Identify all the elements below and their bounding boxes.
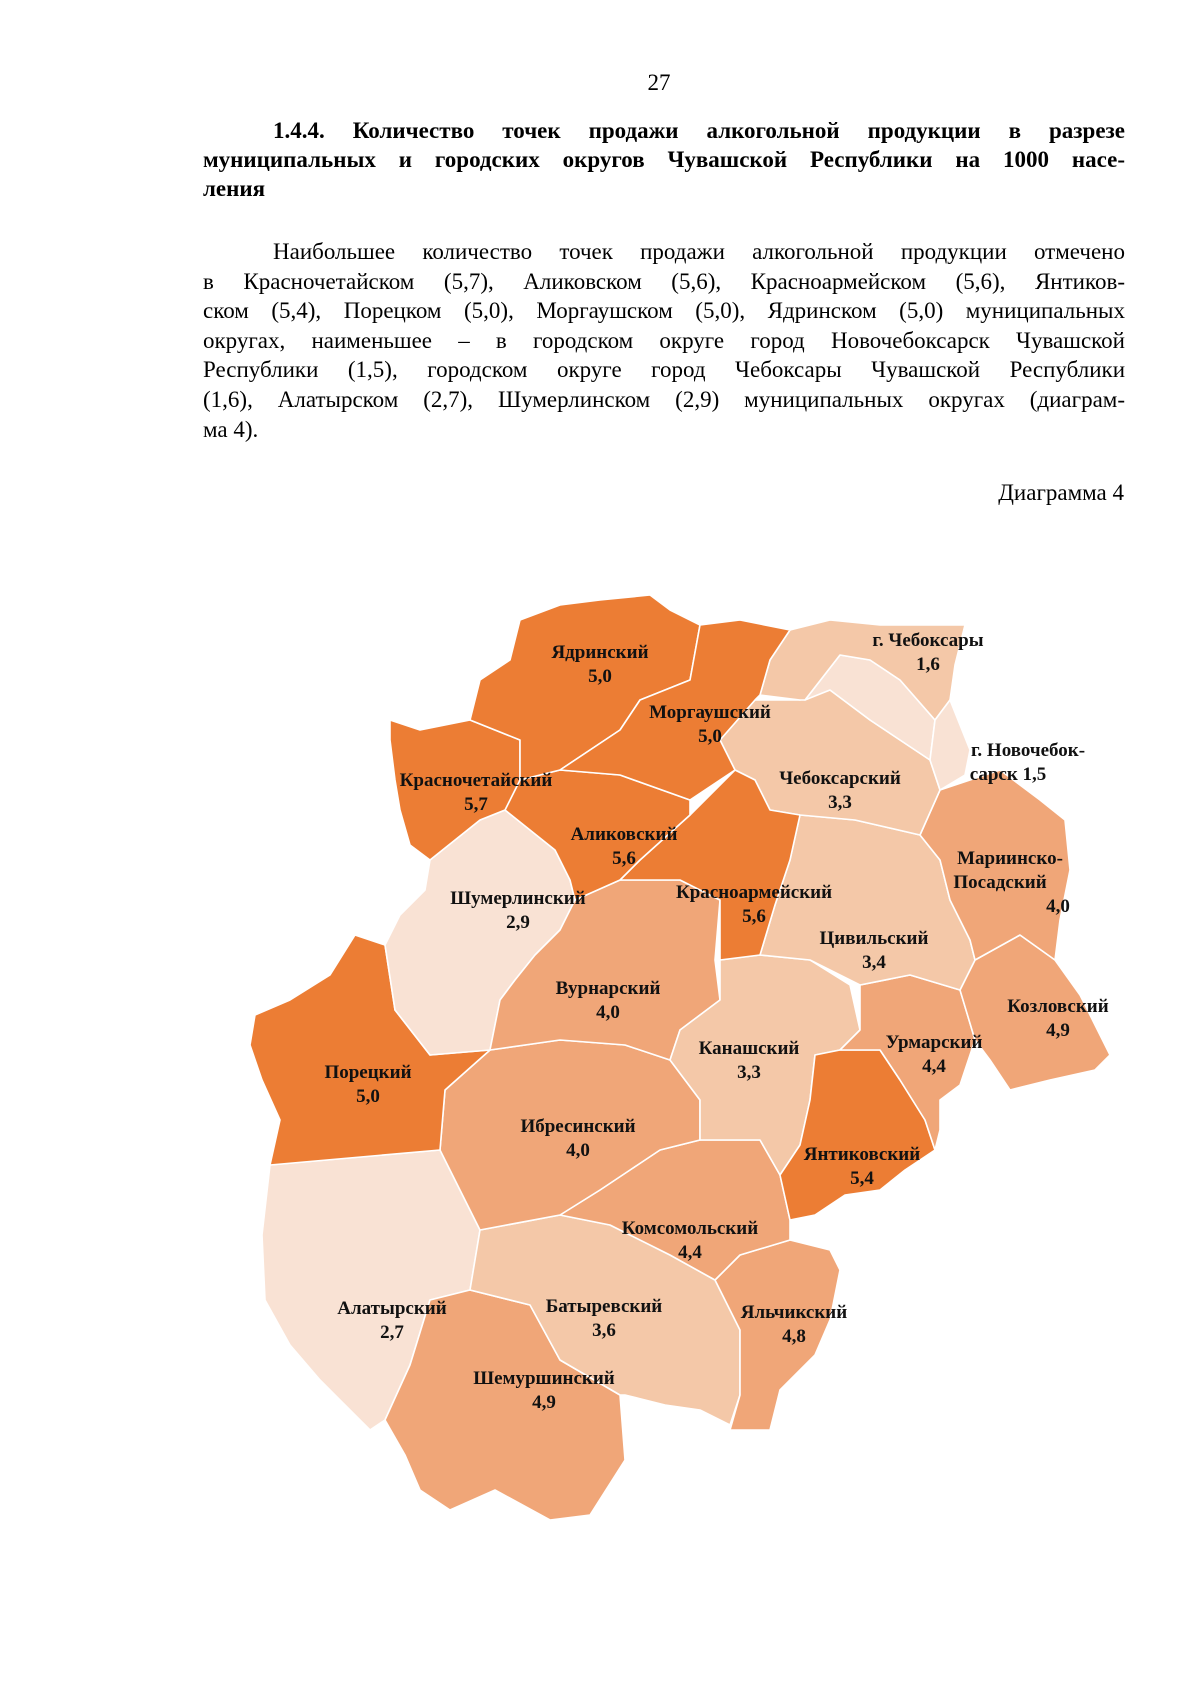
label-cheboksarsky-name: Чебоксарский	[779, 768, 901, 789]
label-urmarsky-name: Урмарский	[885, 1032, 983, 1053]
label-yalchiksky-value: 4,8	[782, 1326, 806, 1347]
body-paragraph	[203, 237, 1125, 444]
label-shemurshinsky-name: Шемуршинский	[473, 1368, 615, 1389]
label-krasnoarmeysky-name: Красноармейский	[675, 882, 833, 903]
label-yantikovsky-value: 5,4	[850, 1168, 874, 1189]
label-batyrevsky-value: 3,6	[592, 1320, 616, 1341]
figure-label: Диаграмма 4	[998, 480, 1124, 505]
label-mariinsko-line1: Мариинско-	[957, 848, 1063, 869]
label-cheboksary-name: г. Чебоксары	[872, 630, 984, 651]
label-krasnochetaysky-name: Красночетайский	[399, 770, 553, 791]
paragraph-line: округах, наименьшее – в городском округе город Новочебоксарск Чувашской	[203, 327, 1125, 353]
label-alikovsky-value: 5,6	[612, 848, 636, 869]
label-yalchiksky-name: Яльчикский	[740, 1302, 848, 1323]
label-yantikovsky-name: Янтиковский	[803, 1144, 921, 1165]
heading-line: 1.4.4. Количество точек продажи алкогольной продукции в разрезе	[273, 118, 1125, 143]
label-mariinsko-value: 4,0	[1046, 896, 1070, 917]
label-alatyrsky-value: 2,7	[380, 1322, 404, 1343]
paragraph-line: ском (5,4), Порецком (5,0), Моргаушском (5,0), Ядринском (5,0) муниципальных	[203, 298, 1125, 324]
label-krasnoarmeysky-value: 5,6	[742, 906, 766, 927]
label-komsomolsky-value: 4,4	[678, 1242, 702, 1263]
label-kozlovsky-name: Козловский	[1007, 996, 1109, 1017]
label-morgaushsky-value: 5,0	[698, 726, 722, 747]
label-alikovsky-name: Аликовский	[570, 824, 678, 845]
label-kanashsky-name: Канашский	[698, 1038, 800, 1059]
label-kanashsky-value: 3,3	[737, 1062, 761, 1083]
paragraph-line: в Красночетайском (5,7), Аликовском (5,6), Красноармейском (5,6), Янтиков-	[203, 268, 1125, 294]
label-poretsky-name: Порецкий	[324, 1062, 412, 1083]
label-shemurshinsky-value: 4,9	[532, 1392, 556, 1413]
label-yadrinsky-value: 5,0	[588, 666, 612, 687]
label-morgaushsky-name: Моргаушский	[649, 702, 771, 723]
label-mariinsko-line2: Посадский	[953, 872, 1047, 893]
label-shumerlinsky-value: 2,9	[506, 912, 530, 933]
label-ibresinsky-value: 4,0	[566, 1140, 590, 1161]
paragraph-line: Наибольшее количество точек продажи алкогольной продукции отмечено	[273, 239, 1125, 264]
label-komsomolsky-name: Комсомольский	[621, 1218, 759, 1239]
label-krasnochetaysky-value: 5,7	[464, 794, 488, 815]
label-tsivilsky-name: Цивильский	[819, 928, 929, 949]
choropleth-map	[0, 580, 1200, 1680]
label-batyrevsky-name: Батыревский	[545, 1296, 663, 1317]
label-vurnarsky-value: 4,0	[596, 1002, 620, 1023]
label-alatyrsky-name: Алатырский	[337, 1298, 447, 1319]
label-yadrinsky-name: Ядринский	[551, 642, 649, 663]
section-heading	[203, 116, 1125, 203]
label-ibresinsky-name: Ибресинский	[520, 1116, 636, 1137]
paragraph-line: (1,6), Алатырском (2,7), Шумерлинском (2,9) муниципальных округах (диаграм-	[203, 386, 1125, 412]
paragraph-line: Республики (1,5), городском округе город Чебоксары Чувашской Республики	[203, 357, 1125, 383]
label-shumerlinsky-name: Шумерлинский	[450, 888, 586, 909]
label-kozlovsky-value: 4,9	[1046, 1020, 1070, 1041]
heading-line: муниципальных и городских округов Чувашской Республики на 1000 насе-	[203, 147, 1125, 172]
label-urmarsky-value: 4,4	[922, 1056, 946, 1077]
label-tsivilsky-value: 3,4	[862, 952, 886, 973]
page-number: 27	[647, 70, 671, 95]
label-cheboksarsky-value: 3,3	[828, 792, 852, 813]
heading-line: ления	[203, 176, 266, 201]
label-poretsky-value: 5,0	[356, 1086, 380, 1107]
label-vurnarsky-name: Вурнарский	[555, 978, 661, 999]
label-novocheboksarsk-line2: сарск 1,5	[969, 764, 1047, 785]
label-novocheboksarsk-line1: г. Новочебок-	[970, 740, 1086, 761]
paragraph-line: ма 4).	[203, 416, 259, 442]
label-cheboksary-value: 1,6	[916, 654, 940, 675]
